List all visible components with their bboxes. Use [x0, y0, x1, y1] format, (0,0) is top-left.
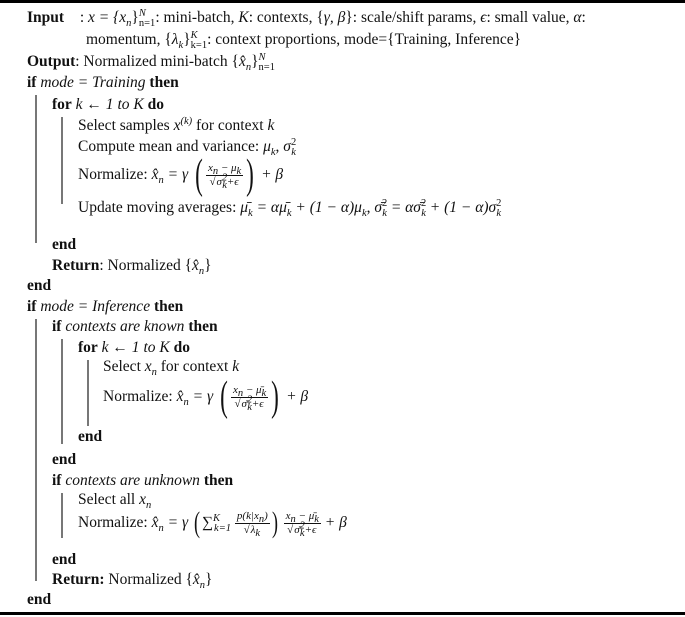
block-guide-for-inference — [87, 360, 89, 426]
end-for-training: end — [52, 236, 77, 253]
block-guide-training — [35, 95, 37, 243]
end-for-inference: end — [78, 428, 103, 445]
for-line-training: for k ← 1 to K do — [52, 96, 164, 113]
block-guide-inference — [35, 319, 37, 581]
return-training-line: Return: Normalized $\{x̂_n\}$ — [52, 257, 212, 278]
if-known-line: if contexts are known then — [52, 318, 218, 335]
block-guide-for-training — [61, 117, 63, 204]
bottom-rule — [0, 612, 685, 615]
top-rule — [0, 0, 685, 3]
end-if-known: end — [52, 451, 77, 468]
fraction: $\frac{x_n - \mū_k}{√\sigmā^2_k+\epsilon}$ — [285, 509, 319, 540]
compute-line: Compute mean and variance: $\mu_k$, $\sigma^2_k$ — [78, 136, 297, 159]
output-label: Output — [27, 53, 76, 70]
normalize-training-line: Normalize: $x̂_n = \gamma$ ( $\frac{x_n - \mu_k}{√\sigma^2_k+\epsilon}$ ) + β — [78, 152, 284, 199]
block-guide-unknown — [61, 493, 63, 538]
block-guide-known — [61, 339, 63, 444]
input-label: Input — [27, 9, 65, 26]
if-inference-line: if mode = Inference then — [27, 298, 184, 315]
fraction: $\frac{p(k|x_n)}{√\lambda_k}$ — [236, 509, 268, 540]
select-xn-line: Select $x_n$ for context k — [103, 358, 240, 379]
output-line: Output: Normalized mini-batch $\{x̂_n\}^N_{n=1}$ — [27, 51, 275, 74]
fraction: $\frac{x_n - \mū_k}{√\sigmā^2_k+\epsilon}$ — [232, 383, 267, 414]
end-if-inference: end — [27, 591, 52, 608]
update-line: Update moving averages: $\mū_k$ = $\alpha\mū_k + (1 - \alpha)\mu_k$, σ̄$^2_k$ = ασ̄$^2_k$ + $(1 - \alpha)\sigma^2_k$ — [78, 197, 502, 220]
select-samples-line: Select samples $x^{(k)}$ for context k — [78, 115, 275, 134]
input-line-1: Input : $x = \{x_n\}^N_{n=1}$: mini-batch, K: contexts, {γ, β}: scale/shift params, ϵ: small value, α: — [27, 7, 586, 30]
fraction: $\frac{x_n - \mu_k}{√\sigma^2_k+\epsilon}$ — [207, 161, 242, 192]
return-inference-line: Return: Normalized $\{x̂_n\}$ — [52, 571, 213, 592]
if-training-line: if mode = Training then — [27, 74, 179, 91]
for-line-inference: for k ← 1 to K do — [78, 339, 190, 356]
input-line-2: momentum, $\{\lambda_k\}^K_{k=1}$: context proportions, mode={Training, Inference} — [86, 29, 522, 52]
normalize-known-line: Normalize: $x̂_n = \gamma$ ( $\frac{x_n - \mū_k}{√\sigmā^2_k+\epsilon}$ ) + β — [103, 374, 309, 421]
if-unknown-line: if contexts are unknown then — [52, 472, 234, 489]
end-if-unknown: end — [52, 551, 77, 568]
normalize-unknown-line: Normalize: $x̂_n = \gamma$ ( ∑$^K_{k=1}$ $\frac{p(k|x_n)}{√\lambda_k}$ ) $\frac{x_n - \mū_k}{√\sigmā^2_k+\epsilon}$ + β — [78, 506, 347, 540]
select-all-line: Select all $x_n$ — [78, 491, 152, 512]
end-if-training: end — [27, 277, 52, 294]
